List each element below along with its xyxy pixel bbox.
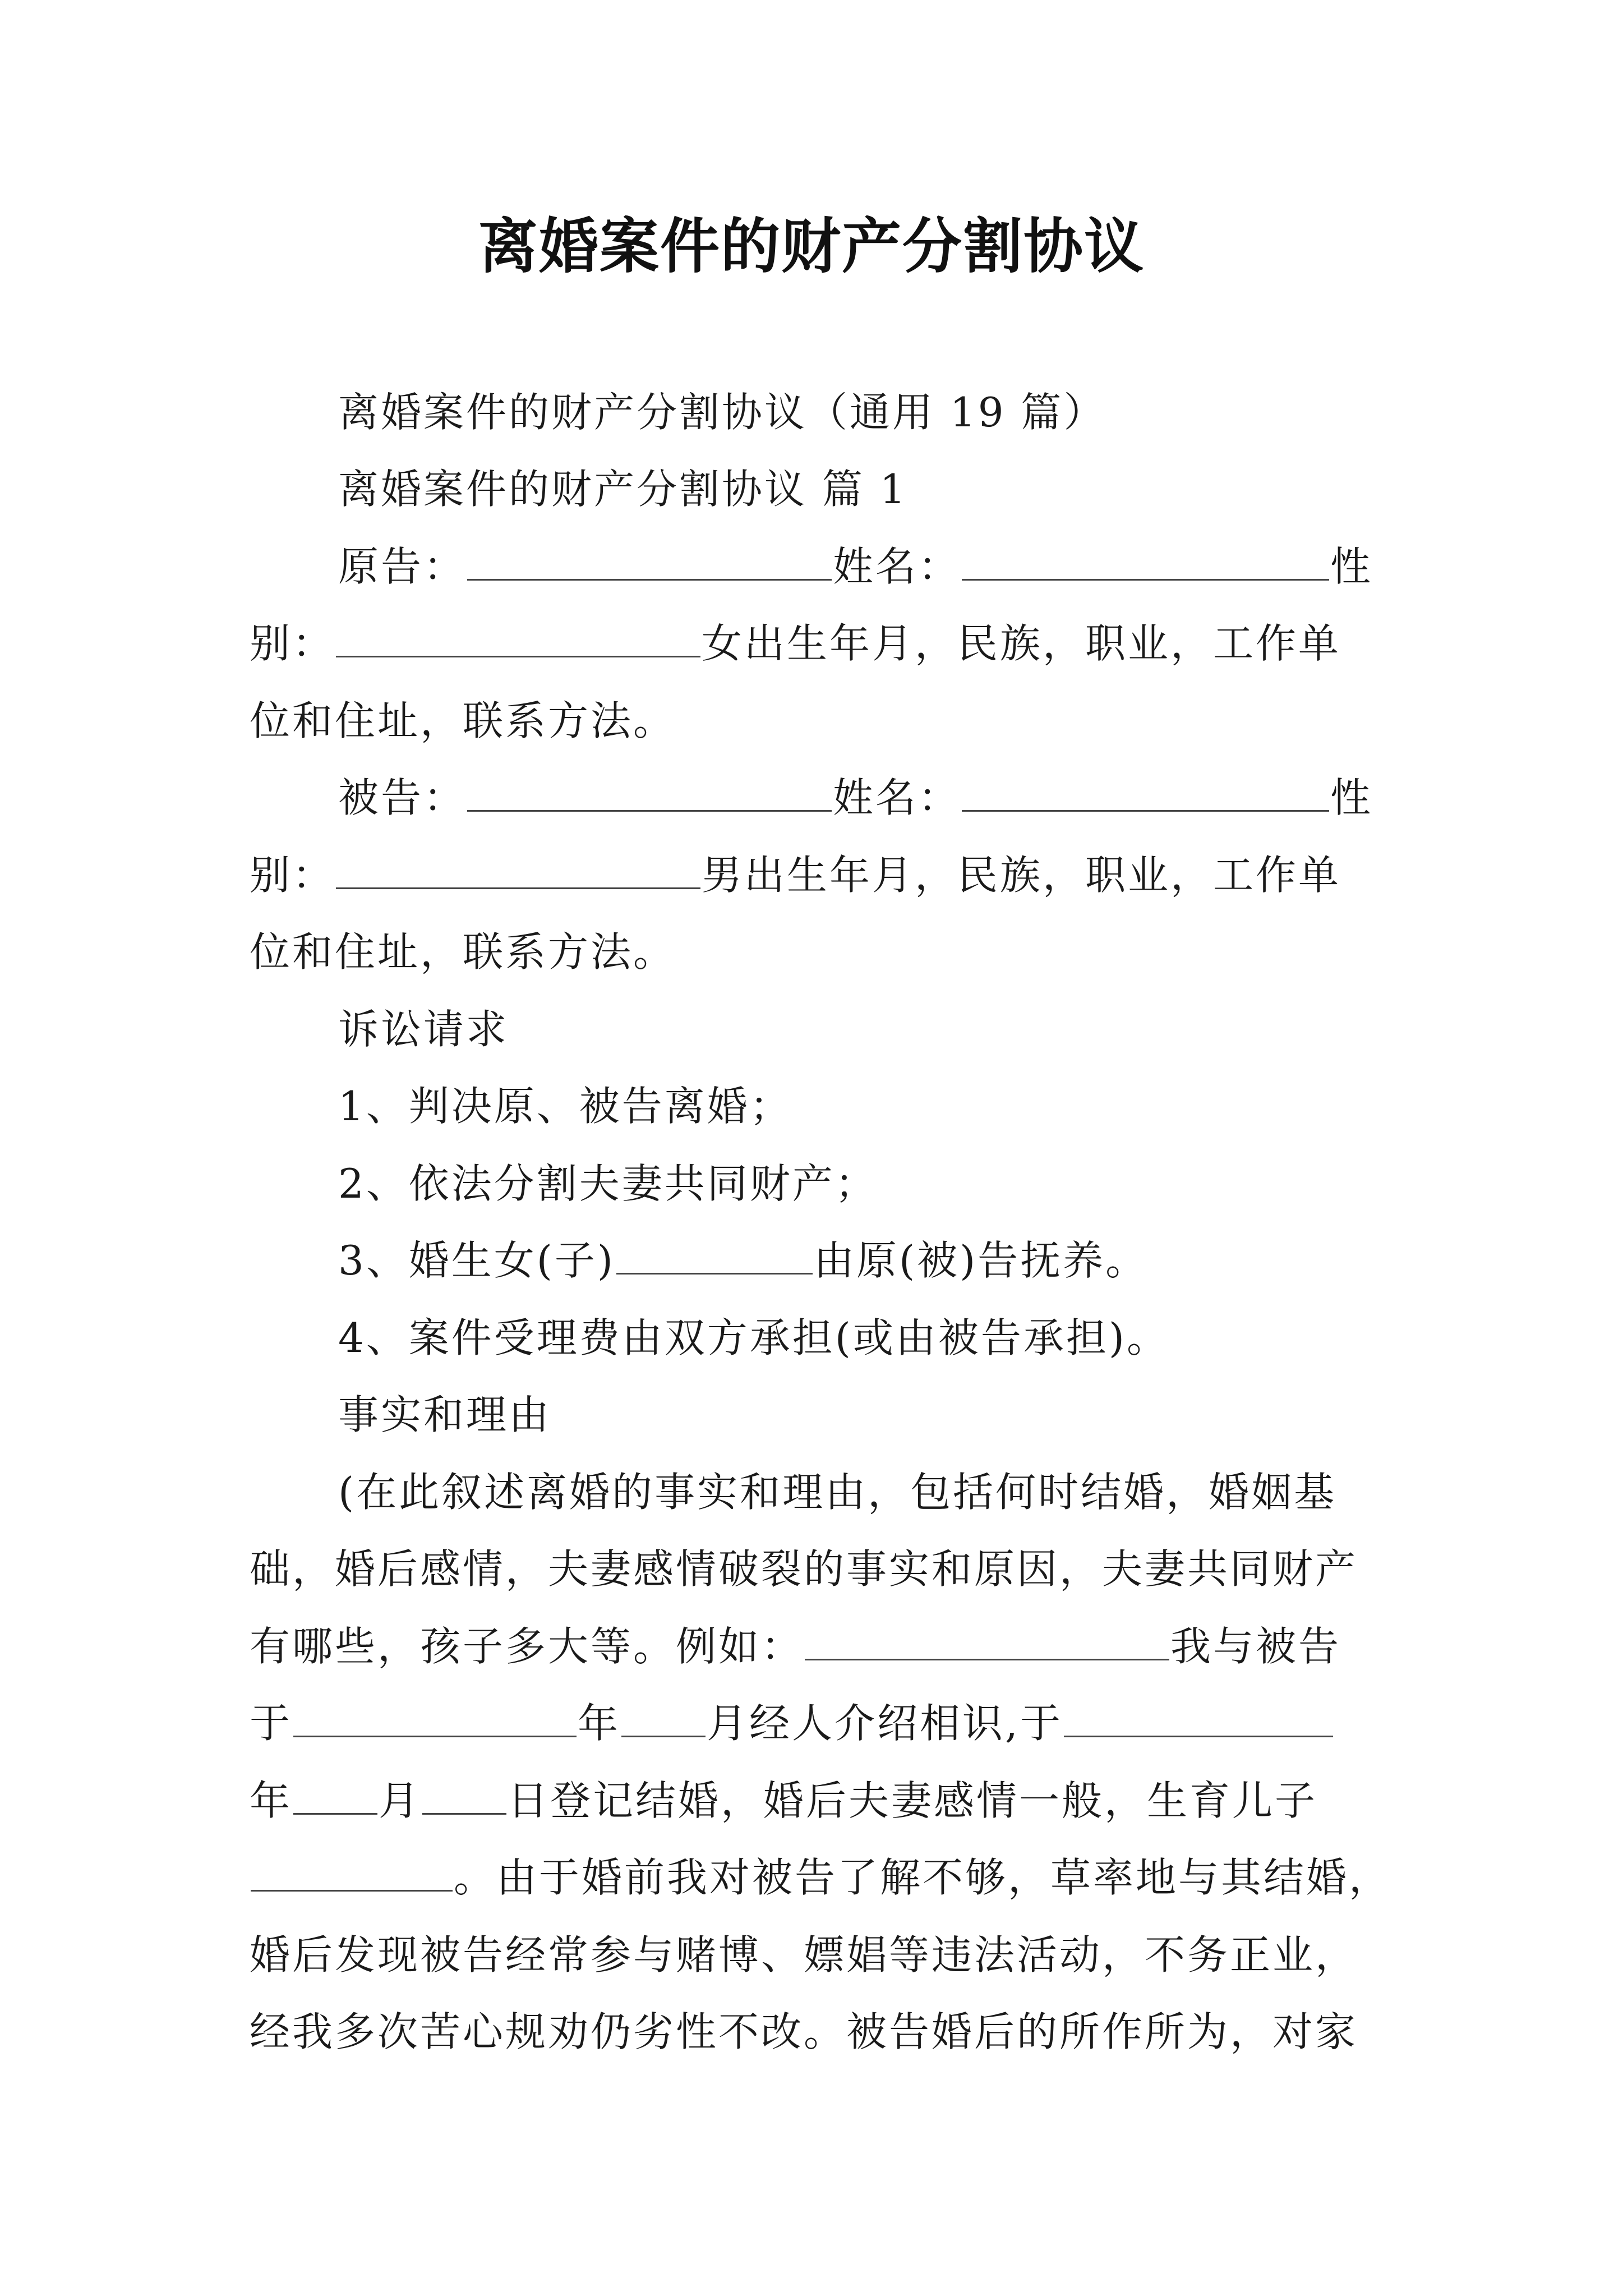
facts-line-4 (250, 1695, 1394, 1751)
facts-l4-c: 月经人介绍相识,于 (707, 1700, 1063, 1747)
facts-line-1: (在此叙述离婚的事实和理由，包括何时结婚，婚姻基 (338, 1469, 1337, 1516)
section-heading: 离婚案件的财产分割协议 篇 1 (338, 466, 908, 513)
facts-l4-blank-year[interactable] (293, 1701, 577, 1737)
defendant-blank[interactable] (467, 775, 832, 812)
claim3-suffix: 由原(被)告抚养。 (814, 1237, 1149, 1284)
plaintiff-gender-prefix: 性 (1330, 543, 1373, 590)
facts-l3-blank[interactable] (805, 1624, 1169, 1660)
facts-heading: 事实和理由 (338, 1391, 552, 1438)
claim-item: 4、案件受理费由双方承担(或由被告承担)。 (338, 1314, 1169, 1361)
claims-heading: 诉讼请求 (338, 1006, 509, 1053)
facts-line-6 (250, 1849, 1394, 1906)
facts-l3-b: 我与被告 (1170, 1623, 1341, 1670)
facts-l4-a: 于 (250, 1700, 293, 1747)
plaintiff-details: 女出生年月，民族，职业，工作单 (702, 620, 1341, 667)
facts-line-3 (250, 1618, 1394, 1674)
document-title: 离婚案件的财产分割协议 (478, 211, 1145, 281)
defendant-gender-label: 别： (250, 852, 335, 899)
defendant-name-blank[interactable] (962, 775, 1329, 812)
plaintiff-name-blank[interactable] (962, 544, 1329, 581)
claim-item: 2、依法分割夫妻共同财产； (338, 1160, 878, 1207)
facts-l5-blank-day[interactable] (422, 1778, 506, 1815)
claim-item: 1、判决原、被告离婚； (338, 1083, 792, 1130)
plaintiff-blank[interactable] (467, 544, 832, 581)
plaintiff-details-cont: 位和住址，联系方法。 (250, 697, 676, 744)
defendant-gender-line (250, 847, 1394, 903)
defendant-details: 男出生年月，民族，职业，工作单 (702, 852, 1341, 899)
facts-l3-a: 有哪些，孩子多大等。例如： (250, 1623, 804, 1670)
defendant-label: 被告： (338, 774, 467, 821)
claim-item-3 (250, 1232, 1482, 1289)
facts-line-7: 婚后发现被告经常参与赌博、嫖娼等违法活动，不务正业， (250, 1931, 1358, 1978)
plaintiff-line (250, 539, 1482, 595)
plaintiff-name-label: 姓名： (833, 543, 961, 590)
plaintiff-gender-label: 别： (250, 620, 335, 667)
claim3-blank[interactable] (616, 1238, 813, 1274)
defendant-gender-prefix: 性 (1330, 774, 1373, 821)
plaintiff-gender-line (250, 615, 1394, 671)
facts-l4-b: 年 (578, 1700, 621, 1747)
defendant-gender-blank[interactable] (336, 853, 700, 889)
facts-l4-blank-year2[interactable] (1064, 1701, 1333, 1737)
claim3-prefix: 3、婚生女(子) (338, 1237, 615, 1284)
facts-line-8: 经我多次苦心规劝仍劣性不改。被告婚后的所作所为，对家 (250, 2008, 1358, 2055)
facts-line-5 (250, 1773, 1394, 1829)
facts-l6-blank[interactable] (251, 1855, 453, 1892)
facts-l4-blank-month[interactable] (621, 1701, 706, 1737)
plaintiff-label: 原告： (338, 543, 467, 590)
facts-l5-a: 年 (250, 1777, 293, 1824)
defendant-name-label: 姓名： (833, 774, 961, 821)
facts-l6: 。由于婚前我对被告了解不够，草率地与其结婚， (454, 1854, 1392, 1901)
facts-line-2: 础，婚后感情，夫妻感情破裂的事实和原因，夫妻共同财产 (250, 1545, 1358, 1593)
document-subtitle: 离婚案件的财产分割协议（通用 19 篇） (338, 389, 1106, 436)
facts-l5-blank-month[interactable] (293, 1778, 377, 1815)
defendant-details-cont: 位和住址，联系方法。 (250, 928, 676, 976)
facts-l5-c: 日登记结婚，婚后夫妻感情一般，生育儿子 (508, 1777, 1318, 1824)
plaintiff-gender-blank[interactable] (336, 621, 700, 657)
defendant-line (250, 770, 1482, 826)
facts-l5-b: 月 (379, 1777, 422, 1824)
